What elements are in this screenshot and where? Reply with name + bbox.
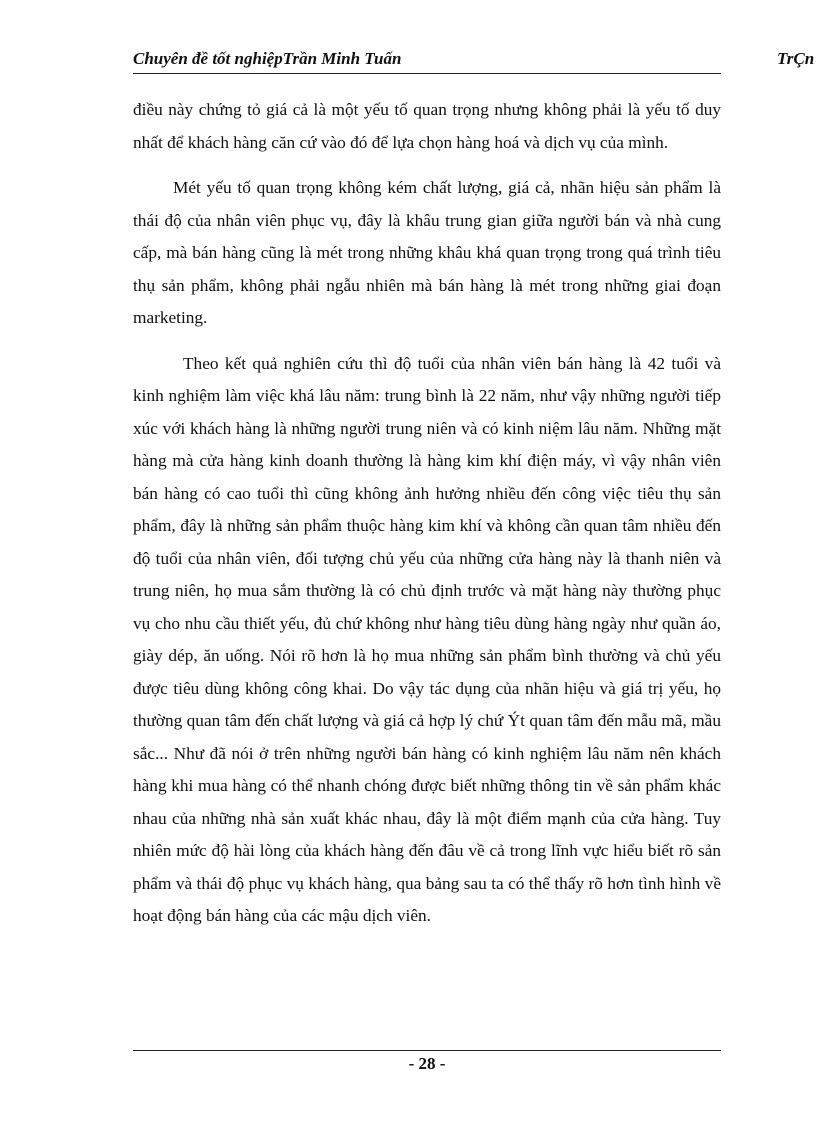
document-body bbox=[133, 94, 721, 946]
paragraph-1: điều này chứng tỏ giá cả là một yếu tố quan trọng nhưng không phải là yếu tố duy nhất để khách hàng căn cứ vào đó để lựa chọn hàng hoá và dịch vụ của mình. bbox=[133, 100, 721, 152]
footer-divider bbox=[133, 1050, 721, 1051]
header-right-text: TrÇn bbox=[777, 49, 815, 68]
paragraph-2: Mét yếu tố quan trọng không kém chất lượng, giá cả, nhãn hiệu sản phẩm là thái độ của nhân viên phục vụ, đây là khâu trung gian giữa người bán và nhà cung cấp, mà bán hàng cũng là mét trong những khâu khá quan trọng trong quá trình tiêu thụ sản phẩm, không phải ngẫu nhiên mà bán hàng là mét trong những giai đoạn marketing. bbox=[133, 178, 721, 327]
header-title: Chuyên đề tốt nghiệpTrần Minh Tuấn bbox=[133, 49, 402, 68]
page-header bbox=[133, 48, 721, 74]
paragraph-3: Theo kết quả nghiên cứu thì độ tuổi của nhân viên bán hàng là 42 tuổi và kinh nghiệm làm việc khá lâu năm: trung bình là 22 năm, như vậy những người tiếp xúc với khách hàng là những người trung niên và có kinh niệm lâu năm. Những mặt hàng mà cửa hàng kinh doanh thường là hàng kim khí điện máy, vì vậy nhân viên bán hàng có cao tuổi thì cũng không ảnh hưởng nhiều đến công việc tiêu thụ sản phẩm, đây là những sản phẩm thuộc hàng kim khí và không cần quan tâm nhiều đến độ tuổi của nhân viên, đối tượng chủ yếu của những cửa hàng này là thanh niên và trung niên, họ mua sắm thường là có chủ định trước và mặt hàng này thường phục vụ cho nhu cầu thiết yếu, đủ chứ không như hàng tiêu dùng hàng ngày như quần áo, giày dép, ăn uống. Nói rõ hơn là họ mua những sản phẩm bình thường và chủ yếu được tiêu dùng không công khai. Do vậy tác dụng của nhãn hiệu và giá trị yếu, họ thường quan tâm đến chất lượng và giá cả hợp lý chứ Ýt quan tâm đến mẫu mã, mầu sắc... Như đã nói ở trên những người bán hàng có kinh nghiệm lâu năm nên khách hàng khi mua hàng có thể nhanh chóng được biết những thông tin về sản phẩm khác nhau của những nhà sản xuất khác nhau, đây là một điểm mạnh của cửa hàng. Tuy nhiên mức độ hài lòng của khách hàng đến đâu về cả trong lĩnh vực hiểu biết rõ sản phẩm và thái độ phục vụ khách hàng, qua bảng sau ta có thể thấy rõ hơn tình hình về hoạt động bán hàng của các mậu dịch viên. bbox=[133, 353, 721, 925]
page-number: - 28 - bbox=[408, 1054, 446, 1073]
